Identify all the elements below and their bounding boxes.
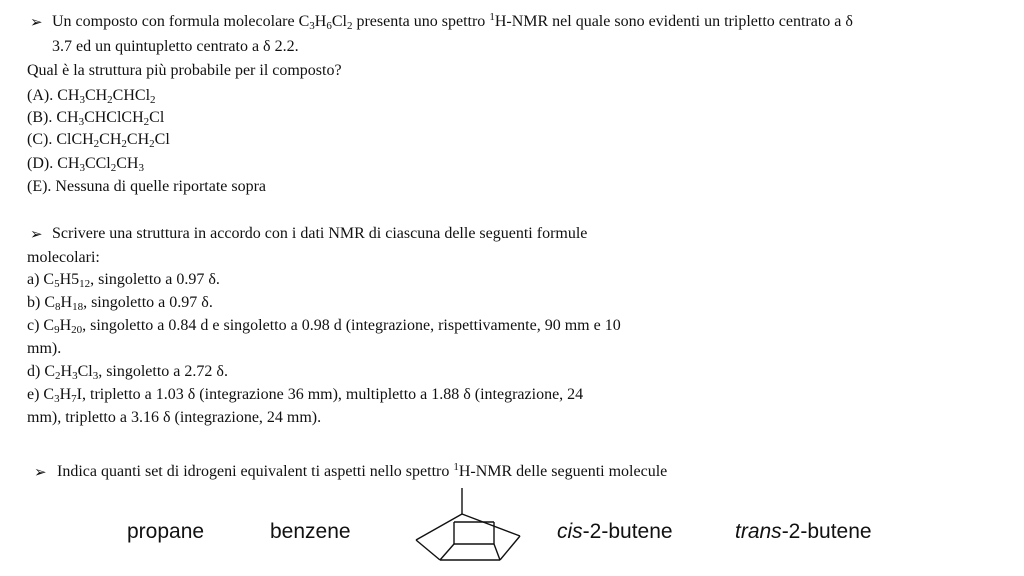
formula-subscript: 3 xyxy=(72,370,78,382)
question2-line2: molecolari: xyxy=(27,249,100,266)
formula-subscript: 20 xyxy=(71,324,83,336)
formula-text: H xyxy=(59,317,72,334)
formula-text: CH xyxy=(116,155,139,172)
formula-text: a) C xyxy=(27,271,55,288)
question2-line1: Scrivere una struttura in accordo con i dati NMR di ciascuna delle seguenti formule xyxy=(52,225,588,242)
formula-subscript: 2 xyxy=(149,138,155,150)
norbornane-structure-icon xyxy=(410,486,528,568)
formula-text: H xyxy=(60,363,73,380)
formula-text: mm). xyxy=(27,340,62,357)
q1-sub: 6 xyxy=(326,20,332,32)
formula-subscript: 2 xyxy=(143,116,150,128)
q3-text: Indica quanti set di idrogeni equivalent ti aspetti nello spettro xyxy=(57,463,454,480)
butene-label: -2-butene xyxy=(781,520,872,543)
formula-subscript: 8 xyxy=(55,301,61,313)
formula-subscript: 9 xyxy=(54,324,60,336)
q1-text: Un composto con formula molecolare C xyxy=(52,13,310,30)
q1-sub: 3 xyxy=(309,20,315,32)
formula-subscript: 2 xyxy=(110,162,117,174)
item-d xyxy=(27,362,228,382)
formula-text: H5 xyxy=(59,271,80,288)
formula-text: CCl xyxy=(84,155,111,172)
formula-subscript: 2 xyxy=(55,370,61,382)
q1-text: H-NMR nel quale sono evidenti un tripletto centrato a δ xyxy=(494,13,853,30)
formula-subscript: 2 xyxy=(93,138,100,150)
formula-text: , singoletto a 0.84 d e singoletto a 0.98 d (integrazione, rispettivamente, 90 mm e 10 xyxy=(82,317,621,334)
formula-text: I, tripletto a 1.03 δ (integrazione 36 mm), multipletto a 1.88 δ (integrazione, 24 xyxy=(76,386,584,403)
formula-text: CH xyxy=(84,87,108,104)
formula-text: CHClCH xyxy=(84,109,144,126)
formula-subscript: 18 xyxy=(72,301,84,313)
formula-text: b) C xyxy=(27,294,55,311)
formula-text: , singoletto a 0.97 δ. xyxy=(90,271,220,288)
trans-label: trans xyxy=(735,520,782,543)
bullet-icon: ➢ xyxy=(34,463,47,481)
option-d xyxy=(27,154,144,174)
option-c xyxy=(27,130,170,150)
formula-text: mm), tripletto a 3.16 δ (integrazione, 24 mm). xyxy=(27,409,322,426)
formula-subscript: 12 xyxy=(79,278,91,290)
formula-text: (A). CH xyxy=(27,87,80,104)
item-b xyxy=(27,293,213,313)
formula-text: Cl xyxy=(149,109,165,126)
molecule-trans-2-butene xyxy=(735,520,872,544)
formula-text: CHCl xyxy=(112,87,151,104)
formula-subscript: 7 xyxy=(71,393,77,405)
formula-text: e) C xyxy=(27,386,55,403)
q1-text: Cl xyxy=(331,13,347,30)
item-c-cont xyxy=(27,339,61,359)
formula-text: c) C xyxy=(27,317,55,334)
formula-text: H xyxy=(59,386,72,403)
q3-text: H-NMR delle seguenti molecule xyxy=(458,463,668,480)
item-a xyxy=(27,270,220,290)
question1-line1 xyxy=(52,12,853,32)
question1-prompt: Qual è la struttura più probabile per il composto? xyxy=(27,62,342,79)
formula-text: H xyxy=(60,294,73,311)
item-e xyxy=(27,385,583,405)
question3-line xyxy=(57,462,667,482)
bullet-icon: ➢ xyxy=(30,13,43,31)
formula-text: (C). ClCH xyxy=(27,131,94,148)
formula-text: Cl xyxy=(77,363,93,380)
q3-sup: 1 xyxy=(453,461,459,473)
question1-line2: 3.7 ed un quintupletto centrato a δ 2.2. xyxy=(52,38,299,55)
q1-text: H xyxy=(314,13,327,30)
option-e xyxy=(27,177,266,197)
formula-text: (E). Nessuna di quelle riportate sopra xyxy=(27,178,267,195)
cis-label: cis xyxy=(557,520,583,543)
formula-text: Cl xyxy=(154,131,170,148)
formula-subscript: 3 xyxy=(79,94,85,106)
formula-subscript: 5 xyxy=(54,278,60,290)
option-b xyxy=(27,108,164,128)
formula-text: (D). CH xyxy=(27,155,80,172)
q1-text: presenta uno spettro xyxy=(352,13,490,30)
q1-sub: 2 xyxy=(346,20,353,32)
molecule-cis-2-butene xyxy=(557,520,673,544)
formula-text: CH xyxy=(99,131,122,148)
butene-label: -2-butene xyxy=(582,520,673,543)
formula-subscript: 3 xyxy=(138,162,144,174)
formula-subscript: 2 xyxy=(107,94,113,106)
option-a xyxy=(27,86,156,106)
molecule-benzene: benzene xyxy=(270,520,351,543)
formula-text: (B). CH xyxy=(27,109,79,126)
bullet-icon: ➢ xyxy=(30,225,43,243)
item-c xyxy=(27,316,621,336)
formula-text: , singoletto a 0.97 δ. xyxy=(83,294,213,311)
formula-subscript: 3 xyxy=(78,116,85,128)
molecule-propane: propane xyxy=(127,520,205,543)
formula-subscript: 2 xyxy=(150,94,156,106)
formula-text: , singoletto a 2.72 δ. xyxy=(98,363,228,380)
formula-subscript: 3 xyxy=(54,393,60,405)
formula-subscript: 3 xyxy=(92,370,99,382)
formula-subscript: 3 xyxy=(79,162,85,174)
q1-sup: 1 xyxy=(489,11,495,23)
formula-subscript: 2 xyxy=(121,138,127,150)
formula-text: d) C xyxy=(27,363,55,380)
formula-text: CH xyxy=(126,131,150,148)
item-e-cont xyxy=(27,408,321,428)
